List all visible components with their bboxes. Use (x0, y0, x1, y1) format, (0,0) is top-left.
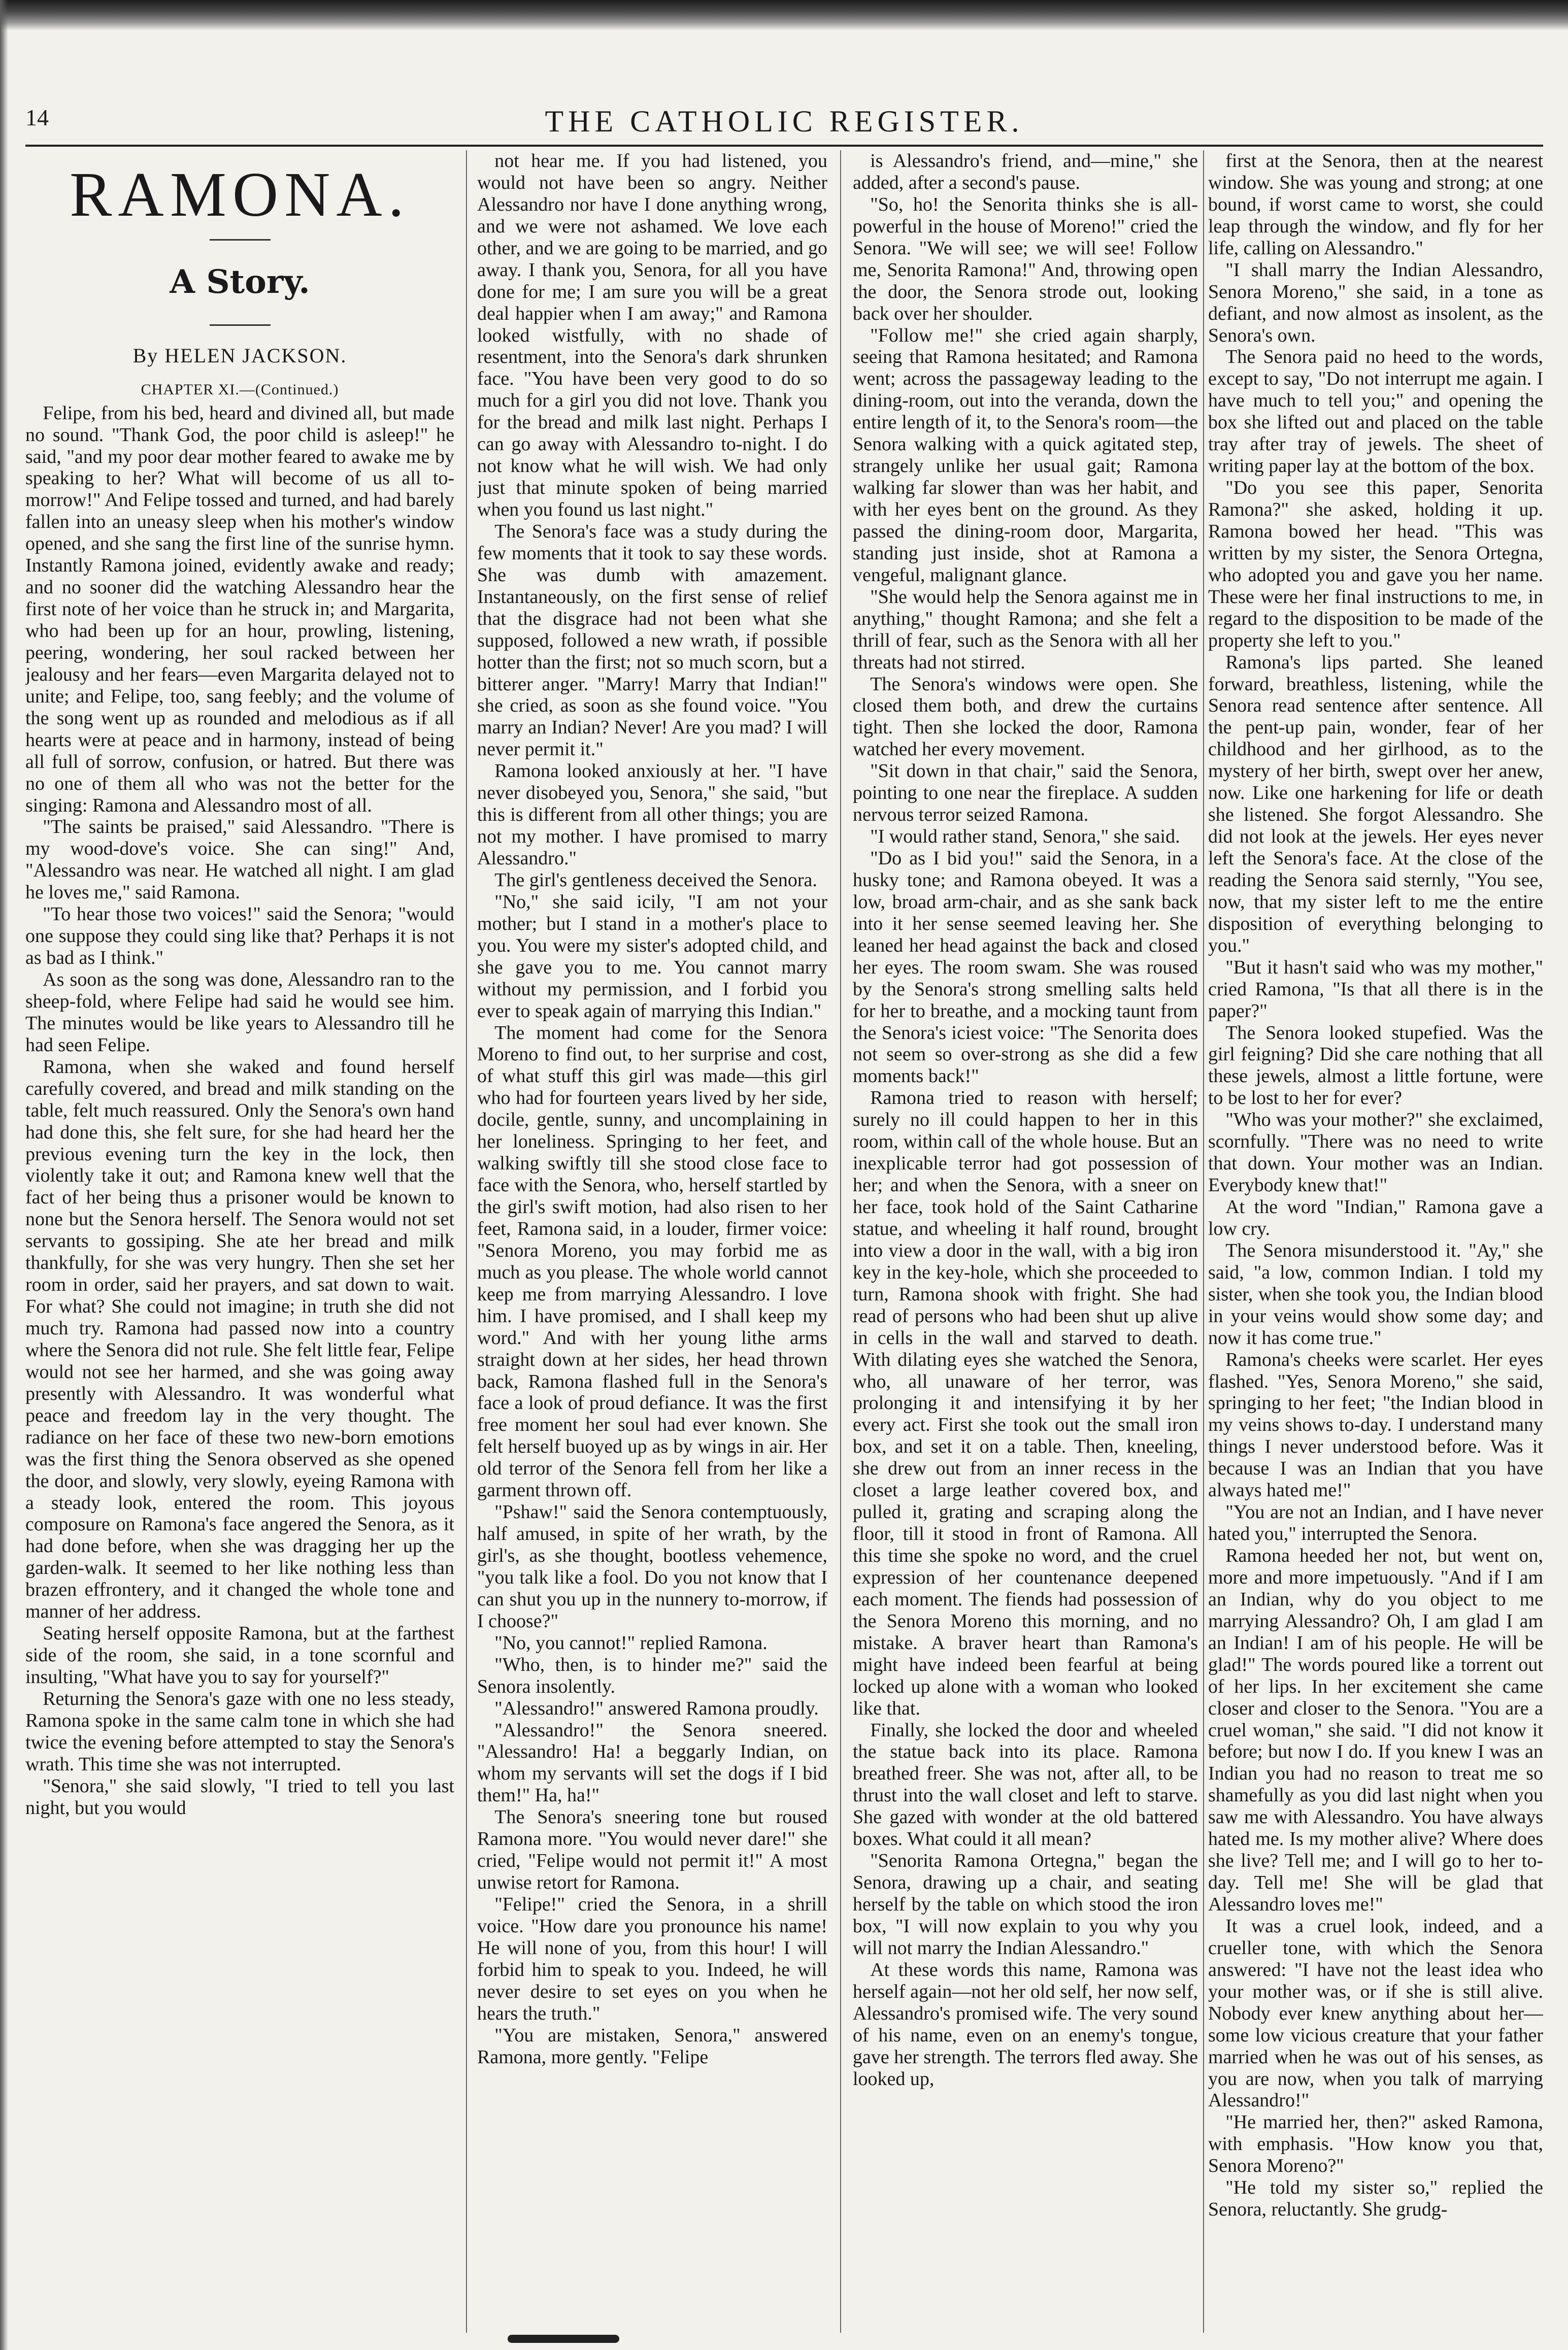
story-paragraph: "Pshaw!" said the Senora contemptuously, half amused, in spite of her wrath, by the girl's, as she thought, bootless vehemence, "you talk like a fool. Do you not know that I can shut you up in the nunnery to-morrow, if I choose?" (477, 1501, 827, 1632)
page-header (25, 104, 1543, 140)
column-4 (1208, 150, 1543, 2333)
story-paragraph: Ramona, when she waked and found herself carefully covered, and bread and milk standing on the table, felt much reassured. Only the Senora's own hand had done this, she felt sure, for she had heard her the previous evening turn the key in the lock, then violently take it out; and Ramona knew well that the fact of her being thus a prisoner would be known to none but the Senora herself. The Senora would not set servants to gossiping. She ate her bread and milk thankfully, for she was very hungry. Then she set her room in order, said her prayers, and sat down to wait. For what? She could not imagine; in truth she did not much try. Ramona had passed now into a country where the Senora did not rule. She felt little fear, Felipe would not see her harmed, and she was going away presently with Alessandro. It was wonderful what peace and freedom lay in the very thought. The radiance on her face of these two new-born emotions was the first thing the Senora observed as she opened the door, and slowly, very slowly, eyeing Ramona with a steady look, entered the room. This joyous composure on Ramona's face angered the Senora, as it had done before, when she was dragging her up the garden-walk. It seemed to her like nothing less than brazen effrontery, and it changed the whole tone and manner of her address. (25, 1056, 454, 1623)
column-body (25, 402, 454, 1819)
story-paragraph: The Senora misunderstood it. "Ay," she said, "a low, common Indian. I told my sister, when she took you, the Indian blood in your veins would show some day; and now it has come true." (1208, 1239, 1543, 1349)
story-paragraph: Seating herself opposite Ramona, but at the farthest side of the room, she said, in a tone scornful and insulting, "What have you to say for yourself?" (25, 1623, 454, 1688)
story-paragraph: Ramona's lips parted. She leaned forward, breathless, listening, while the Senora read sentence after sentence. All the pent-up pain, wonder, fear of her childhood and her girlhood, as to the mystery of her birth, swept over her anew, now. Like one harkening for life or death she listened. She forgot Alessandro. She did not look at the jewels. Her eyes never left the Senora's face. At the close of the reading the Senora said sternly, "You see, now, that my sister left to me the entire disposition of everything belonging to you." (1208, 651, 1543, 956)
story-paragraph: first at the Senora, then at the nearest window. She was young and strong; at one bound, if worst came to worst, she could leap through the window, and fly for her life, calling on Alessandro." (1208, 150, 1543, 259)
story-paragraph: "You are not an Indian, and I have never hated you," interrupted the Senora. (1208, 1501, 1543, 1545)
print-mark (508, 2335, 619, 2343)
story-byline: By HELEN JACKSON. (132, 344, 347, 367)
story-paragraph: Finally, she locked the door and wheeled the statue back into its place. Ramona breathed freer. She was not, after all, to be thrust into the wall closet and left to starve. She gazed with wonder at the old battered boxes. What could it all mean? (853, 1719, 1198, 1850)
story-paragraph: The moment had come for the Senora Moreno to find out, to her surprise and cost, of what stuff this girl was made—this girl who had for fourteen years lived by her side, docile, gentle, sunny, and uncomplaining in her loneliness. Springing to her feet, and walking swiftly till she stood close face to face with the Senora, who, herself startled by the girl's swift motion, had also risen to her feet, Ramona said, in a louder, firmer voice: "Senora Moreno, you may forbid me as much as you please. The whole world cannot keep me from marrying Alessandro. I love him. I have promised, and I shall keep my word." And with her young lithe arms straight down at her sides, her head thrown back, Ramona flashed full in the Senora's face a look of proud defiance. It was the first free moment her soul had ever known. She felt herself buoyed up as by wings in air. Her old terror of the Senora fell from her like a garment thrown off. (477, 1022, 827, 1501)
story-paragraph: The Senora's windows were open. She closed them both, and drew the curtains tight. Then she locked the door, Ramona watched her every movement. (853, 673, 1198, 760)
story-paragraph: not hear me. If you had listened, you would not have been so angry. Neither Alessandro nor have I done anything wrong, and we were not ashamed. We love each other, and we are going to be married, and go away. I thank you, Senora, for all you have done for me; I am sure you will be a great deal happier when I am away;" and Ramona looked wistfully, with no shade of resentment, into the Senora's dark shrunken face. "You have been very good to do so much for a girl you did not love. Thank you for the bread and milk last night. Perhaps I can go away with Alessandro to-night. I do not know what he will wish. We had only just that minute spoken of being married when you found us last night." (477, 150, 827, 520)
story-paragraph: Returning the Senora's gaze with one no less steady, Ramona spoke in the same calm tone in which she had twice the evening before attempted to stay the Senora's wrath. This time she was not interrupted. (25, 1688, 454, 1775)
story-paragraph: At the word "Indian," Ramona gave a low cry. (1208, 1196, 1543, 1239)
page-number: 14 (25, 105, 49, 130)
chapter-heading: CHAPTER XI.—(Continued.) (141, 381, 339, 398)
story-paragraph: Ramona tried to reason with herself; surely no ill could happen to her in this room, within call of the whole house. But an inexplicable terror had got possession of her; and when the Senora, with a sneer on her face, took hold of the Saint Catharine statue, and wheeling it half round, brought into view a door in the wall, with a big iron key in the key-hole, which she proceeded to turn, Ramona shook with fright. She had read of persons who had been shut up alive in cells in the wall and starved to death. With dilating eyes she watched the Senora, who, all unaware of her terror, was prolonging it and intensifying it by her every act. First she took out the small iron box, and set it on a table. Then, kneeling, she drew out from an inner recess in the closet a large leather covered box, and pulled it, grating and scraping along the floor, till it stood in front of Ramona. All this time she spoke no word, and the cruel expression of her countenance deepened each moment. The fiends had possession of the Senora Moreno this morning, and no mistake. A braver heart than Ramona's might have indeed been fearful at being locked up alone with a woman who looked like that. (853, 1087, 1198, 1719)
story-paragraph: "The saints be praised," said Alessandro. "There is my wood-dove's voice. She can sing!" And, "Alessandro was near. He watched all night. I am glad he loves me," said Ramona. (25, 816, 454, 903)
column-rule (1203, 150, 1204, 2333)
story-paragraph: "Alessandro!" the Senora sneered. "Alessandro! Ha! a beggarly Indian, on whom my servants will set the dogs if I bid them!" Ha, ha!" (477, 1719, 827, 1806)
story-title: RAMONA. (70, 160, 410, 230)
story-paragraph: "Do as I bid you!" said the Senora, in a husky tone; and Ramona obeyed. It was a low, broad arm-chair, and as she sank back into it her sense seemed leaving her. She leaned her head against the back and closed her eyes. The room swam. She was roused by the Senora's strong smelling salts held for her to breathe, and a mocking taunt from the Senora's iciest voice: "The Senorita does not seem so over-strong as she did a few moments back!" (853, 848, 1198, 1087)
story-paragraph: "You are mistaken, Senora," answered Ramona, more gently. "Felipe (477, 2024, 827, 2068)
story-paragraph: The girl's gentleness deceived the Senora. (494, 869, 817, 891)
story-paragraph: "He married her, then?" asked Ramona, with emphasis. "How know you that, Senora Moreno?" (1208, 2111, 1543, 2177)
story-paragraph: As soon as the song was done, Alessandro ran to the sheep-fold, where Felipe had said he would see him. The minutes would be like years to Alessandro till he had seen Felipe. (25, 969, 454, 1056)
column-rule (466, 150, 467, 2333)
column-body (477, 150, 827, 2068)
header-rule (25, 145, 1543, 147)
column-2 (477, 150, 827, 2333)
story-paragraph: "She would help the Senora against me in anything," thought Ramona; and she felt a thrill of fear, such as the Senora with all her threats had not stirred. (853, 586, 1198, 673)
story-paragraph: "Alessandro!" answered Ramona proudly. (494, 1697, 819, 1719)
story-paragraph: The Senora looked stupefied. Was the girl feigning? Did she care nothing that all these jewels, almost a little fortune, were to be lost to her for ever? (1208, 1022, 1543, 1109)
story-paragraph: It was a cruel look, indeed, and a crueller tone, with which the Senora answered: "I have not the least idea who your mother was, or if she is still alive. Nobody ever knew anything about her—some low vicious creature that your father married when he was out of his senses, as you are now, when you talk of marrying Alessandro!" (1208, 1915, 1543, 2111)
story-paragraph: "So, ho! the Senorita thinks she is all-powerful in the house of Moreno!" cried the Senora. "We will see; we will see! Follow me, Senorita Ramona!" And, throwing open the door, the Senora strode out, looking back over her shoulder. (853, 193, 1198, 324)
masthead: THE CATHOLIC REGISTER. (545, 105, 1024, 138)
story-paragraph: "I shall marry the Indian Alessandro, Senora Moreno," she said, in a tone as defiant, and now almost as insolent, as the Senora's own. (1208, 259, 1543, 346)
column-rule (840, 150, 841, 2333)
title-divider (210, 239, 271, 241)
story-paragraph: Ramona heeded her not, but went on, more and more impetuously. "And if I am an Indian, why do you object to me marrying Alessandro? Oh, I am glad I am an Indian! I am of his people. He will be glad!" The words poured like a torrent out of her lips. In her excitement she came closer and closer to the Senora. "You are a cruel woman," she said. "I did not know it before; but now I do. If you knew I was an Indian you had no reason to treat me so shamefully as you did last night when you saw me with Alessandro. You have always hated me. Is my mother alive? Where does she live? Tell me; and I will go to her to-day. Tell me! She will be glad that Alessandro loves me!" (1208, 1545, 1543, 1915)
story-paragraph: The Senora's sneering tone but roused Ramona more. "You would never dare!" she cried, "Felipe would not permit it!" A most unwise retort for Ramona. (477, 1806, 827, 1894)
column-1 (25, 150, 454, 2333)
story-paragraph: "Who was your mother?" she exclaimed, scornfully. "There was no need to write that down. Your mother was an Indian. Everybody knew that!" (1208, 1109, 1543, 1196)
story-paragraph: "But it hasn't said who was my mother," cried Ramona, "Is that all there is in the paper?" (1208, 956, 1543, 1022)
story-paragraph: "I would rather stand, Senora," she said. (870, 826, 1180, 848)
story-subtitle: A Story. (170, 263, 310, 301)
story-paragraph: is Alessandro's friend, and—mine," she added, after a second's pause. (853, 150, 1198, 193)
article-columns (25, 150, 1543, 2333)
column-body (1208, 150, 1543, 2221)
story-paragraph: "Senorita Ramona Ortegna," began the Senora, drawing up a chair, and seating herself by the table on which stood the iron box, "I will now explain to you why you will not marry the Indian Alessandro." (853, 1850, 1198, 1959)
story-paragraph: The Senora's face was a study during the few moments that it took to say these words. She was dumb with amazement. Instantaneously, on the first sense of relief that the disgrace had not been what she supposed, followed a new wrath, if possible hotter than the first; not so much scorn, but a bitterer anger. "Marry! Marry that Indian!" she cried, as soon as she found voice. "You marry an Indian? Never! Are you mad? I will never permit it." (477, 520, 827, 760)
story-paragraph: "Sit down in that chair," said the Senora, pointing to one near the fireplace. A sudden nervous terror seized Ramona. (853, 760, 1198, 826)
story-paragraph: "No, you cannot!" replied Ramona. (494, 1632, 768, 1654)
column-body (853, 150, 1198, 2090)
story-paragraph: "He told my sister so," replied the Senora, reluctantly. She grudg- (1208, 2177, 1543, 2221)
scan-edge-top (0, 0, 1568, 30)
story-paragraph: Ramona looked anxiously at her. "I have never disobeyed you, Senora," she said, "but this is different from all other things; you are not my mother. I have promised to marry Alessandro." (477, 760, 827, 869)
story-paragraph: Ramona's cheeks were scarlet. Her eyes flashed. "Yes, Senora Moreno," she said, springing to her feet; "the Indian blood in my veins shows to-day. I understand many things I never understood before. Was it because I was an Indian that you have always hated me!" (1208, 1349, 1543, 1501)
story-paragraph: At these words this name, Ramona was herself again—not her old self, her now self, Alessandro's promised wife. The very sound of his name, even on an enemy's tongue, gave her strength. The terrors fled away. She looked up, (853, 1959, 1198, 2090)
column-3 (853, 150, 1198, 2333)
story-paragraph: "Who, then, is to hinder me?" said the Senora insolently. (477, 1654, 827, 1697)
story-paragraph: "Follow me!" she cried again sharply, seeing that Ramona hesitated; and Ramona went; across the passageway leading to the dining-room, out into the veranda, down the entire length of it, to the Senora's room—the Senora walking with a quick agitated step, strangely unlike her usual gait; Ramona walking far slower than was her habit, and with her eyes bent on the ground. As they passed the dining-room door, Margarita, standing just inside, shot at Ramona a vengeful, malignant glance. (853, 324, 1198, 586)
story-paragraph: "No," she said icily, "I am not your mother; but I stand in a mother's place to you. You were my sister's adopted child, and she gave you to me. You cannot marry without my permission, and I forbid you ever to speak again of marrying this Indian." (477, 891, 827, 1022)
story-paragraph: "To hear those two voices!" said the Senora; "would one suppose they could sing like that? Perhaps it is not as bad as I think." (25, 903, 454, 969)
story-paragraph: "Senora," she said slowly, "I tried to tell you last night, but you would (25, 1775, 454, 1819)
story-paragraph: Felipe, from his bed, heard and divined all, but made no sound. "Thank God, the poor child is asleep!" he said, "and my poor dear mother feared to awake me by speaking to her? What will become of us all to-morrow!" And Felipe tossed and turned, and had barely fallen into an uneasy sleep when his mother's window opened, and she sang the first line of the sunrise hymn. Instantly Ramona joined, evidently awake and ready; and no sooner did the watching Alessandro hear the first note of her voice than he struck in; and Margarita, who had been up for an hour, prowling, listening, peering, wondering, her soul racked between her jealousy and her fears—even Margarita delayed not to unite; and Felipe, too, sang feebly; and the volume of the song went up as rounded and melodious as if all hearts were at peace and in harmony, instead of being all full of sorrow, confusion, or hatred. But there was no one of them all who was not the better for the singing: Ramona and Alessandro most of all. (25, 402, 454, 816)
story-paragraph: "Do you see this paper, Senorita Ramona?" she asked, holding it up. Ramona bowed her head. "This was written by my sister, the Senora Ortegna, who adopted you and gave you her name. These were her final instructions to me, in regard to the disposition to be made of the property she left to you." (1208, 477, 1543, 651)
story-paragraph: The Senora paid no heed to the words, except to say, "Do not interrupt me again. I have much to tell you;" and opening the box she lifted out and placed on the table tray after tray of jewels. The sheet of writing paper lay at the bottom of the box. (1208, 346, 1543, 477)
subtitle-divider (210, 324, 271, 326)
story-paragraph: "Felipe!" cried the Senora, in a shrill voice. "How dare you pronounce his name! He will none of you, from this hour! I will forbid him to speak to you. Indeed, he will never desire to set eyes on you when he hears the truth." (477, 1894, 827, 2024)
scan-edge-left (0, 0, 8, 2350)
